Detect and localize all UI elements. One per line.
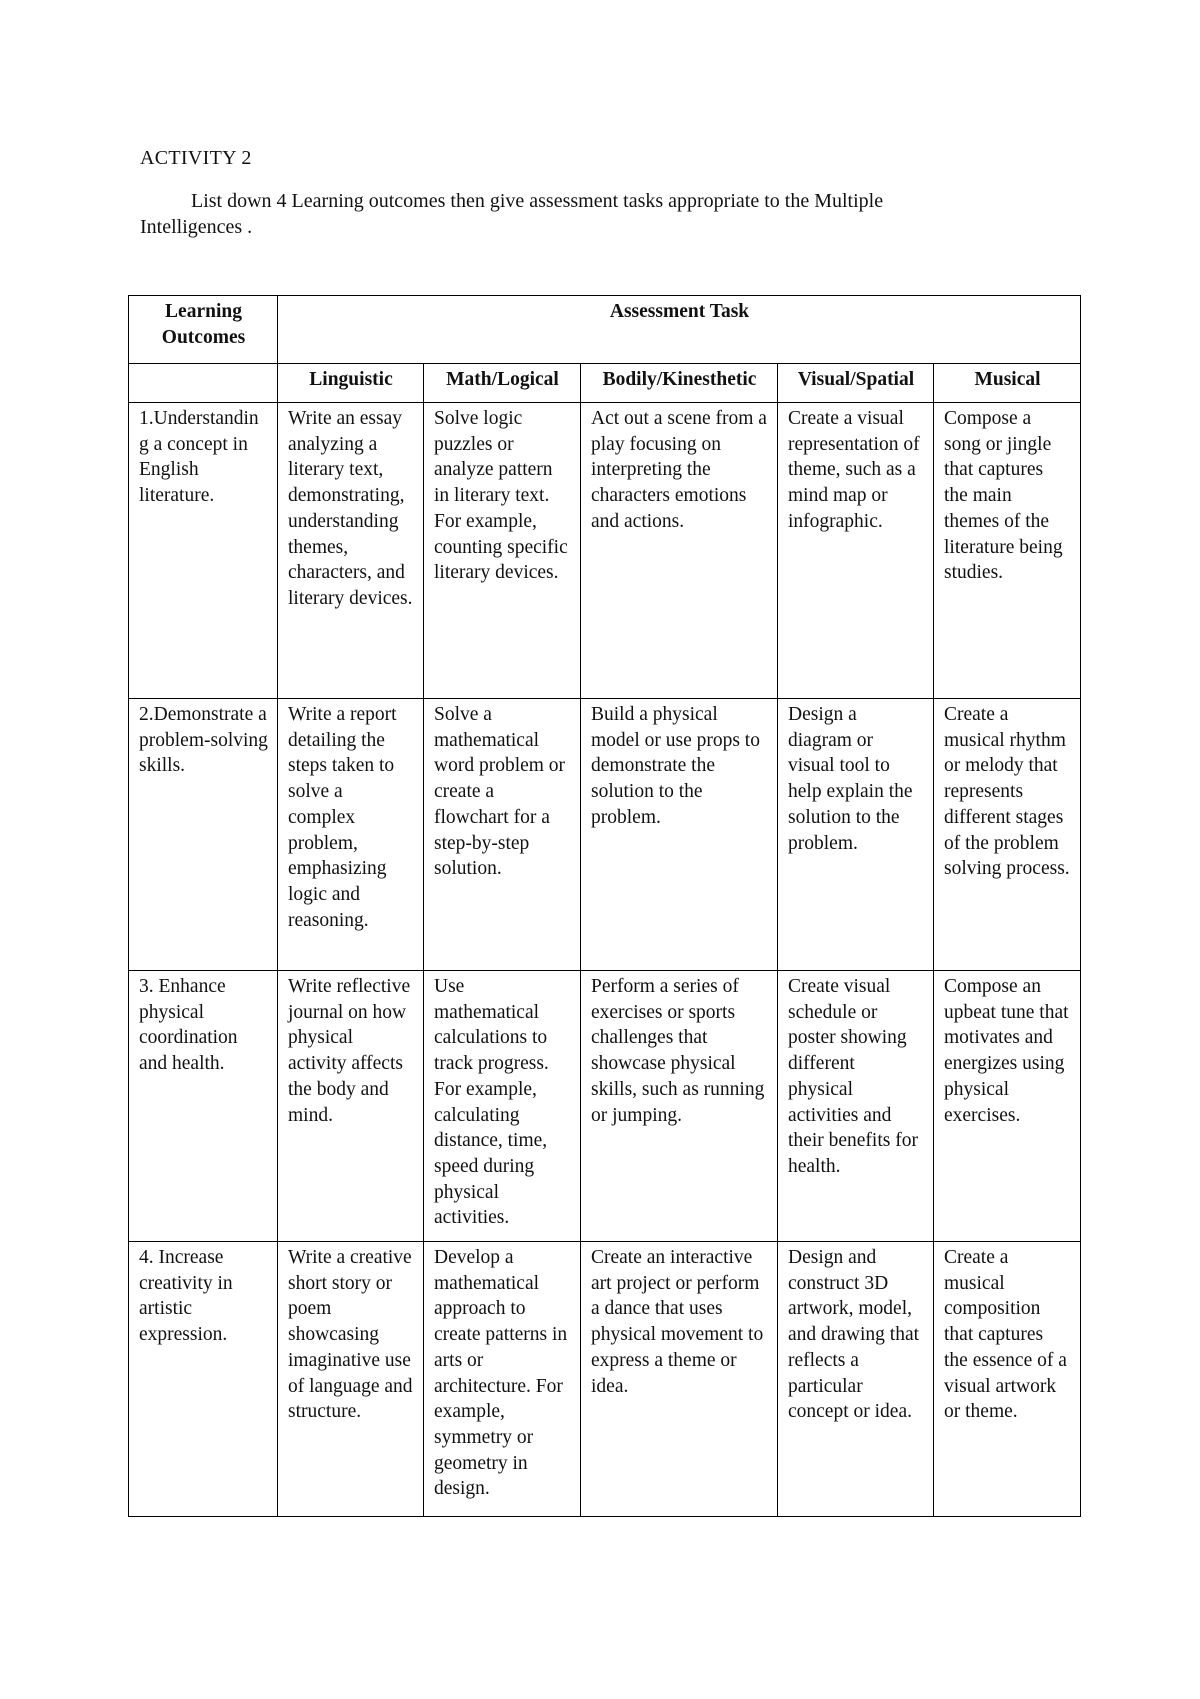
- intelligence-header-row: [129, 364, 1081, 403]
- math-logical-task-cell: Use mathematical calculations to track progress. For example, calculating distance, time, speed during physical activities.: [424, 971, 581, 1242]
- linguistic-task-cell: Write an essay analyzing a literary text, demonstrating, understanding themes, characters, and literary devices.: [278, 403, 424, 699]
- column-header-visual-spatial: Visual/Spatial: [778, 364, 934, 403]
- assessment-table: [128, 295, 1081, 1517]
- linguistic-task-cell: Write reflective journal on how physical activity affects the body and mind.: [278, 971, 424, 1242]
- visual-spatial-task-cell: Design a diagram or visual tool to help explain the solution to the problem.: [778, 699, 934, 971]
- assessment-task-header-label: Assessment Task: [609, 301, 750, 322]
- learning-outcome-cell: 1.Understanding a concept in English literature.: [129, 403, 278, 699]
- table-header-row: [129, 296, 1081, 364]
- table-row: [129, 1242, 1081, 1517]
- musical-task-cell: Create a musical rhythm or melody that represents different stages of the problem solving process.: [934, 699, 1081, 971]
- visual-spatial-task-cell: Create a visual representation of theme, such as a mind map or infographic.: [778, 403, 934, 699]
- linguistic-task-cell: Write a report detailing the steps taken to solve a complex problem, emphasizing logic and reasoning.: [278, 699, 424, 971]
- learning-outcome-cell: 3. Enhance physical coordination and health.: [129, 971, 278, 1242]
- column-header-bodily-kinesthetic: Bodily/Kinesthetic: [581, 364, 778, 403]
- assessment-task-header: [278, 296, 1081, 364]
- table-row: [129, 699, 1081, 971]
- column-header-math-logical: Math/Logical: [424, 364, 581, 403]
- column-header-linguistic: Linguistic: [278, 364, 424, 403]
- visual-spatial-task-cell: Create visual schedule or poster showing different physical activities and their benefits for health.: [778, 971, 934, 1242]
- bodily-kinesthetic-task-cell: Build a physical model or use props to demonstrate the solution to the problem.: [581, 699, 778, 971]
- visual-spatial-task-cell: Design and construct 3D artwork, model, and drawing that reflects a particular concept or idea.: [778, 1242, 934, 1517]
- bodily-kinesthetic-task-cell: Perform a series of exercises or sports challenges that showcase physical skills, such as running or jumping.: [581, 971, 778, 1242]
- activity-heading: ACTIVITY 2: [140, 147, 252, 169]
- learning-outcomes-header-label: Learning Outcomes: [161, 301, 246, 348]
- musical-task-cell: Compose a song or jingle that captures the main themes of the literature being studies.: [934, 403, 1081, 699]
- musical-task-cell: Compose an upbeat tune that motivates and energizes using physical exercises.: [934, 971, 1081, 1242]
- learning-outcome-cell: 4. Increase creativity in artistic expression.: [129, 1242, 278, 1517]
- column-header-musical: Musical: [934, 364, 1081, 403]
- learning-outcome-cell: 2.Demonstrate a problem-solving skills.: [129, 699, 278, 971]
- math-logical-task-cell: Develop a mathematical approach to create patterns in arts or architecture. For example, symmetry or geometry in design.: [424, 1242, 581, 1517]
- activity-instruction: List down 4 Learning outcomes then give assessment tasks appropriate to the Multiple Intelligences .: [140, 190, 884, 238]
- learning-outcomes-header: [129, 296, 278, 364]
- table-row: [129, 403, 1081, 699]
- linguistic-task-cell: Write a creative short story or poem showcasing imaginative use of language and structure.: [278, 1242, 424, 1517]
- bodily-kinesthetic-task-cell: Act out a scene from a play focusing on interpreting the characters emotions and actions.: [581, 403, 778, 699]
- bodily-kinesthetic-task-cell: Create an interactive art project or perform a dance that uses physical movement to express a theme or idea.: [581, 1242, 778, 1517]
- math-logical-task-cell: Solve logic puzzles or analyze pattern in literary text. For example, counting specific literary devices.: [424, 403, 581, 699]
- musical-task-cell: Create a musical composition that captures the essence of a visual artwork or theme.: [934, 1242, 1081, 1517]
- table-row: [129, 971, 1081, 1242]
- math-logical-task-cell: Solve a mathematical word problem or create a flowchart for a step-by-step solution.: [424, 699, 581, 971]
- empty-header-cell: [129, 364, 278, 403]
